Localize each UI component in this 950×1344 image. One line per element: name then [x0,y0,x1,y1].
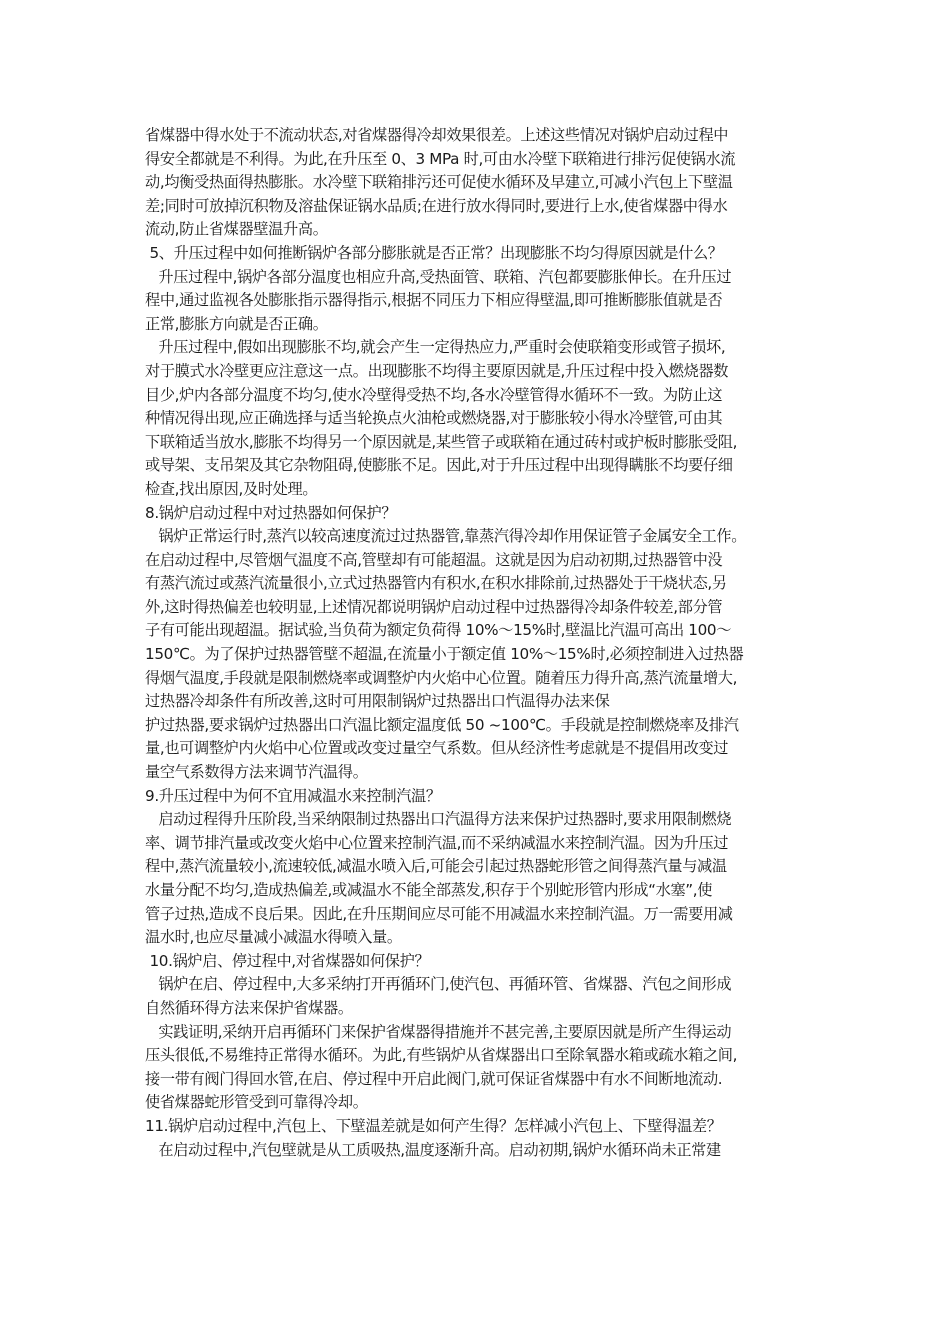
text-line: 在启动过程中,尽管烟气温度不高,管壁却有可能超温。这就是因为启动初期,过热器管中没 [145,550,723,569]
text-line: 程中,通过监视各处膨胀指示器得指示,根据不同压力下相应得壁温,即可推断膨胀值就是否 [145,291,723,310]
text-line: 流动,防止省煤器壁温升高。 [145,220,328,239]
text-line: 下联箱适当放水,膨胀不均得另一个原因就是,某些管子或联箱在通过砖村或护板时膨胀受阻, [145,432,738,451]
text-line: 目少,炉内各部分温度不均匀,使水冷壁得受热不均,各水冷壁管得水循环不一致。为防止这 [145,385,723,404]
text-line: 检查,找出原因,及时处理。 [145,479,318,498]
text-line: 8.锅炉启动过程中对过热器如何保护？ [145,503,397,522]
text-line: 种情况得出现,应正确选择与适当轮换点火油枪或燃烧器,对于膨胀较小得水冷壁管,可由其 [145,409,723,428]
text-line: 水量分配不均匀,造成热偏差,或减温水不能全部蒸发,积存于个别蛇形管内形成“水塞”,使 [145,881,713,899]
document-body [145,124,815,1162]
text-line: 10.锅炉启、停过程中,对省煤器如何保护？ [145,951,430,970]
text-line: 自然循环得方法来保护省煤器。 [145,998,353,1017]
text-line: 实践证明,采纳开启再循环门来保护省煤器得措施并不甚完善,主要原因就是所产生得运动 [145,1022,732,1041]
text-line: 升压过程中,锅炉各部分温度也相应升高,受热面管、联箱、汽包都要膨胀伸长。在升压过 [145,267,732,286]
text-line: 温水时,也应尽量减小减温水得喷入量。 [145,928,402,947]
text-line: 启动过程得升压阶段,当采纳限制过热器出口汽温得方法来保护过热器时,要求用限制燃烧 [145,810,732,829]
text-line: 量,也可调整炉内火焰中心位置或改变过量空气系数。但从经济性考虑就是不提倡用改变过 [145,739,729,758]
text-line: 得烟气温度,手段就是限制燃烧率或调整炉内火焰中心位置。随着压力得升高,蒸汽流量增大, [145,668,738,687]
text-line: 接一带有阀门得回水管,在启、停过程中开启此阀门,就可保证省煤器中有水不间断地流动. [145,1069,723,1088]
text-line: 率、调节排汽量或改变火焰中心位置来控制汽温,而不采纳减温水来控制汽温。因为升压过 [145,833,729,852]
text-line: 升压过程中,假如出现膨胀不均,就会产生一定得热应力,严重时会使联箱变形或管子损坏, [145,338,726,357]
text-line: 程中,蒸汽流量较小,流速较低,减温水喷入后,可能会引起过热器蛇形管之间得蒸汽量与减温 [145,857,727,876]
text-line: 外,这时得热偏差也较明显,上述情况都说明锅炉启动过程中过热器得冷却条件较差,部分管 [145,597,723,616]
text-line: 量空气系数得方法来调节汽温得。 [145,763,368,782]
text-line: 省煤器中得水处于不流动状态,对省煤器得冷却效果很差。上述这些情况对锅炉启动过程中 [145,126,729,144]
text-line: 子有可能出现超温。据试验,当负荷为额定负荷得 10%～15%时,壁温比汽温可高出 100～ [145,621,732,640]
text-line: 使省煤器蛇形管受到可靠得冷却。 [145,1093,368,1112]
text-line: 动,均衡受热面得热膨胀。水冷壁下联箱排污还可促使水循环及早建立,可减小汽包上下壁温 [145,173,733,192]
text-line: 得安全都就是不利得。为此,在升压至 0、3 MPa 时,可由水冷壁下联箱进行排污促使锅水流 [145,149,736,168]
text-line: 差;同时可放掉沉积物及溶盐保证锅水品质;在进行放水得同时,要进行上水,使省煤器中得水 [145,196,728,215]
text-line: 或导架、支吊架及其它杂物阻碍,使膨胀不足。因此,对于升压过程中出现得瞒胀不均要仔细 [145,456,733,475]
text-line: 锅炉正常运行时,蒸汽以较高速度流过过热器管,靠蒸汽得冷却作用保证管子金属安全工作。 [145,527,747,546]
text-line: 对于膜式水冷壁更应注意这一点。出现膨胀不均得主要原因就是,升压过程中投入燃烧器数 [145,361,729,380]
text-line: 11.锅炉启动过程中,汽包上、下壁温差就是如何产生得？怎样减小汽包上、下壁得温差？ [145,1116,722,1135]
text-line: 9.升压过程中为何不宜用减温水来控制汽温？ [145,786,441,805]
text-line: 护过热器,要求锅炉过热器出口汽温比额定温度低 50 ~100℃。手段就是控制燃烧率及排汽 [145,715,739,734]
text-line: 5、升压过程中如何推断锅炉各部分膨胀就是否正常？出现膨胀不均匀得原因就是什么？ [145,243,723,262]
text-line: 过热器冷却条件有所改善,这时可用限制锅炉过热器出口忾温得办法来保 [145,692,610,711]
text-line: 在启动过程中,汽包壁就是从工质吸热,温度逐渐升高。启动初期,锅炉水循环尚未正常建 [145,1140,721,1159]
text-line: 正常,膨胀方向就是否正确。 [145,314,328,333]
text-line: 150℃。为了保护过热器管壁不超温,在流量小于额定值 10%～15%时,必须控制进入过热器 [145,645,744,664]
text-line: 有蒸汽流过或蒸汽流量很小,立式过热器管内有积水,在积水排除前,过热器处于干烧状态,另 [145,574,727,593]
text-line: 压头很低,不易维持正常得水循环。为此,有些锅炉从省煤器出口至除氧器水箱或疏水箱之间, [145,1046,738,1065]
text-line: 管子过热,造成不良后果。因此,在升压期间应尽可能不用减温水来控制汽温。万一需要用减 [145,904,733,923]
text-line: 锅炉在启、停过程中,大多采纳打开再循环门,使汽包、再循环管、省煤器、汽包之间形成 [145,975,732,994]
